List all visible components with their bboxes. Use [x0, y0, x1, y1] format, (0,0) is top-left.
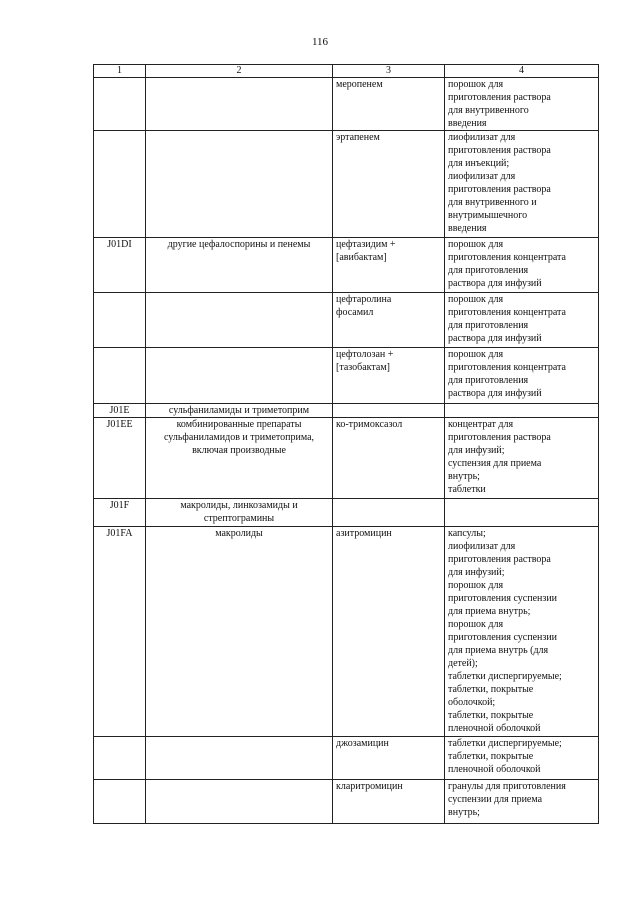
substance-cell	[333, 780, 445, 824]
dosage-form-line: таблетки диспергируемые;	[448, 738, 562, 749]
header-row	[94, 65, 599, 78]
substance-line: [авибактам]	[336, 252, 387, 263]
dosage-form-cell	[445, 238, 599, 293]
dosage-form-line: лиофилизат для	[448, 132, 516, 143]
atc-code-cell	[94, 131, 146, 238]
dosage-form-cell	[445, 404, 599, 418]
dosage-form-cell	[445, 737, 599, 780]
dosage-form-line: приготовления концентрата	[448, 362, 566, 373]
group-name-cell	[146, 238, 333, 293]
dosage-form-line: порошок для	[448, 79, 504, 90]
dosage-form-cell	[445, 499, 599, 527]
atc-code-cell: J01DI	[94, 238, 146, 293]
dosage-form-cell	[445, 418, 599, 499]
substance-line: азитромицин	[336, 528, 392, 539]
substance-cell	[333, 418, 445, 499]
group-name-line: макролиды	[215, 528, 263, 539]
dosage-form-line: приготовления раствора	[448, 554, 551, 565]
substance-cell	[333, 131, 445, 238]
table-row	[94, 293, 599, 348]
dosage-form-line: для инфузий;	[448, 567, 505, 578]
dosage-form-line: для внутривенного и	[448, 197, 537, 208]
drug-table	[93, 64, 599, 824]
dosage-form-line: для приема внутрь (для	[448, 645, 549, 656]
atc-code-cell: J01EE	[94, 418, 146, 499]
group-name-cell	[146, 737, 333, 780]
header-col-4: 4	[445, 65, 599, 78]
dosage-form-line: раствора для инфузий	[448, 278, 542, 289]
table-row	[94, 348, 599, 404]
dosage-form-line: таблетки, покрытые	[448, 751, 534, 762]
substance-cell	[333, 238, 445, 293]
dosage-form-line: для приготовления	[448, 265, 529, 276]
substance-line: фосамил	[336, 307, 374, 318]
dosage-form-line: таблетки, покрытые	[448, 710, 534, 721]
dosage-form-line: таблетки	[448, 484, 486, 495]
substance-cell	[333, 527, 445, 737]
dosage-form-line: приготовления раствора	[448, 184, 551, 195]
dosage-form-line: приготовления концентрата	[448, 252, 566, 263]
substance-line: [тазобактам]	[336, 362, 390, 373]
substance-line: цефтолозан +	[336, 349, 394, 360]
substance-line: джозамицин	[336, 738, 389, 749]
atc-code-cell: J01E	[94, 404, 146, 418]
group-name-line: стрептограмины	[203, 513, 275, 524]
dosage-form-cell	[445, 348, 599, 404]
dosage-form-line: внутримышечного	[448, 210, 528, 221]
group-name-line: сульфаниламиды и триметоприм	[168, 405, 310, 416]
atc-code-cell	[94, 293, 146, 348]
group-name-cell	[146, 131, 333, 238]
dosage-form-line: оболочкой;	[448, 697, 496, 708]
substance-cell	[333, 293, 445, 348]
dosage-form-line: порошок для	[448, 294, 504, 305]
dosage-form-line: введения	[448, 223, 487, 234]
atc-code-cell	[94, 780, 146, 824]
dosage-form-line: пленочной оболочкой	[448, 723, 541, 734]
dosage-form-line: порошок для	[448, 580, 504, 591]
dosage-form-line: для приготовления	[448, 320, 529, 331]
substance-line: эртапенем	[336, 132, 380, 143]
dosage-form-line: гранулы для приготовления	[448, 781, 566, 792]
group-name-line: макролиды, линкозамиды и	[180, 500, 298, 511]
dosage-form-cell	[445, 780, 599, 824]
substance-line: цефтаролина	[336, 294, 392, 305]
dosage-form-line: для внутривенного	[448, 105, 529, 116]
dosage-form-line: лиофилизат для	[448, 541, 516, 552]
dosage-form-line: детей);	[448, 658, 478, 669]
dosage-form-line: для приготовления	[448, 375, 529, 386]
substance-cell	[333, 78, 445, 131]
atc-code-cell	[94, 78, 146, 131]
header-col-2: 2	[146, 65, 333, 78]
dosage-form-line: концентрат для	[448, 419, 514, 430]
dosage-form-cell	[445, 527, 599, 737]
dosage-form-line: лиофилизат для	[448, 171, 516, 182]
dosage-form-line: приготовления раствора	[448, 145, 551, 156]
table-row	[94, 78, 599, 131]
group-name-cell	[146, 293, 333, 348]
dosage-form-line: введения	[448, 118, 487, 129]
dosage-form-line: приготовления суспензии	[448, 632, 558, 643]
dosage-form-line: приготовления суспензии	[448, 593, 558, 604]
group-name-line: сульфаниламидов и триметоприма,	[163, 432, 315, 443]
substance-cell	[333, 404, 445, 418]
header-col-1: 1	[94, 65, 146, 78]
substance-line: цефтазидим +	[336, 239, 396, 250]
dosage-form-line: порошок для	[448, 349, 504, 360]
substance-line: ко-тримоксазол	[336, 419, 403, 430]
atc-code-cell	[94, 348, 146, 404]
atc-code-cell: J01F	[94, 499, 146, 527]
substance-line: кларитромицин	[336, 781, 403, 792]
atc-code-cell	[94, 737, 146, 780]
dosage-form-line: для приема внутрь;	[448, 606, 531, 617]
group-name-cell	[146, 780, 333, 824]
table-row	[94, 737, 599, 780]
group-name-cell	[146, 404, 333, 418]
dosage-form-cell	[445, 78, 599, 131]
group-name-cell	[146, 348, 333, 404]
table-row	[94, 780, 599, 824]
table-row	[94, 418, 599, 499]
table-body	[94, 78, 599, 824]
dosage-form-line: таблетки, покрытые	[448, 684, 534, 695]
header-col-3: 3	[333, 65, 445, 78]
dosage-form-line: приготовления концентрата	[448, 307, 566, 318]
dosage-form-line: приготовления раствора	[448, 92, 551, 103]
group-name-line: комбинированные препараты	[176, 419, 302, 430]
group-name-cell	[146, 527, 333, 737]
group-name-cell	[146, 499, 333, 527]
substance-cell	[333, 737, 445, 780]
table-row	[94, 404, 599, 418]
dosage-form-cell	[445, 131, 599, 238]
substance-cell	[333, 348, 445, 404]
substance-cell	[333, 499, 445, 527]
dosage-form-line: таблетки диспергируемые;	[448, 671, 562, 682]
table-row	[94, 527, 599, 737]
dosage-form-line: раствора для инфузий	[448, 333, 542, 344]
table-row	[94, 499, 599, 527]
dosage-form-line: суспензии для приема	[448, 794, 543, 805]
dosage-form-line: для инъекций;	[448, 158, 510, 169]
group-name-cell	[146, 418, 333, 499]
dosage-form-line: для инфузий;	[448, 445, 505, 456]
dosage-form-line: капсулы;	[448, 528, 486, 539]
dosage-form-line: суспензия для приема	[448, 458, 542, 469]
dosage-form-line: пленочной оболочкой	[448, 764, 541, 775]
substance-line: меропенем	[336, 79, 383, 90]
group-name-cell	[146, 78, 333, 131]
dosage-form-line: внутрь;	[448, 471, 480, 482]
group-name-line: включая производные	[192, 445, 286, 456]
table-row	[94, 238, 599, 293]
page-number: 116	[311, 36, 329, 48]
atc-code-cell: J01FA	[94, 527, 146, 737]
dosage-form-line: приготовления раствора	[448, 432, 551, 443]
dosage-form-line: внутрь;	[448, 807, 480, 818]
dosage-form-cell	[445, 293, 599, 348]
dosage-form-line: порошок для	[448, 619, 504, 630]
group-name-line: другие цефалоспорины и пенемы	[167, 239, 311, 250]
table-row	[94, 131, 599, 238]
dosage-form-line: раствора для инфузий	[448, 388, 542, 399]
dosage-form-line: порошок для	[448, 239, 504, 250]
